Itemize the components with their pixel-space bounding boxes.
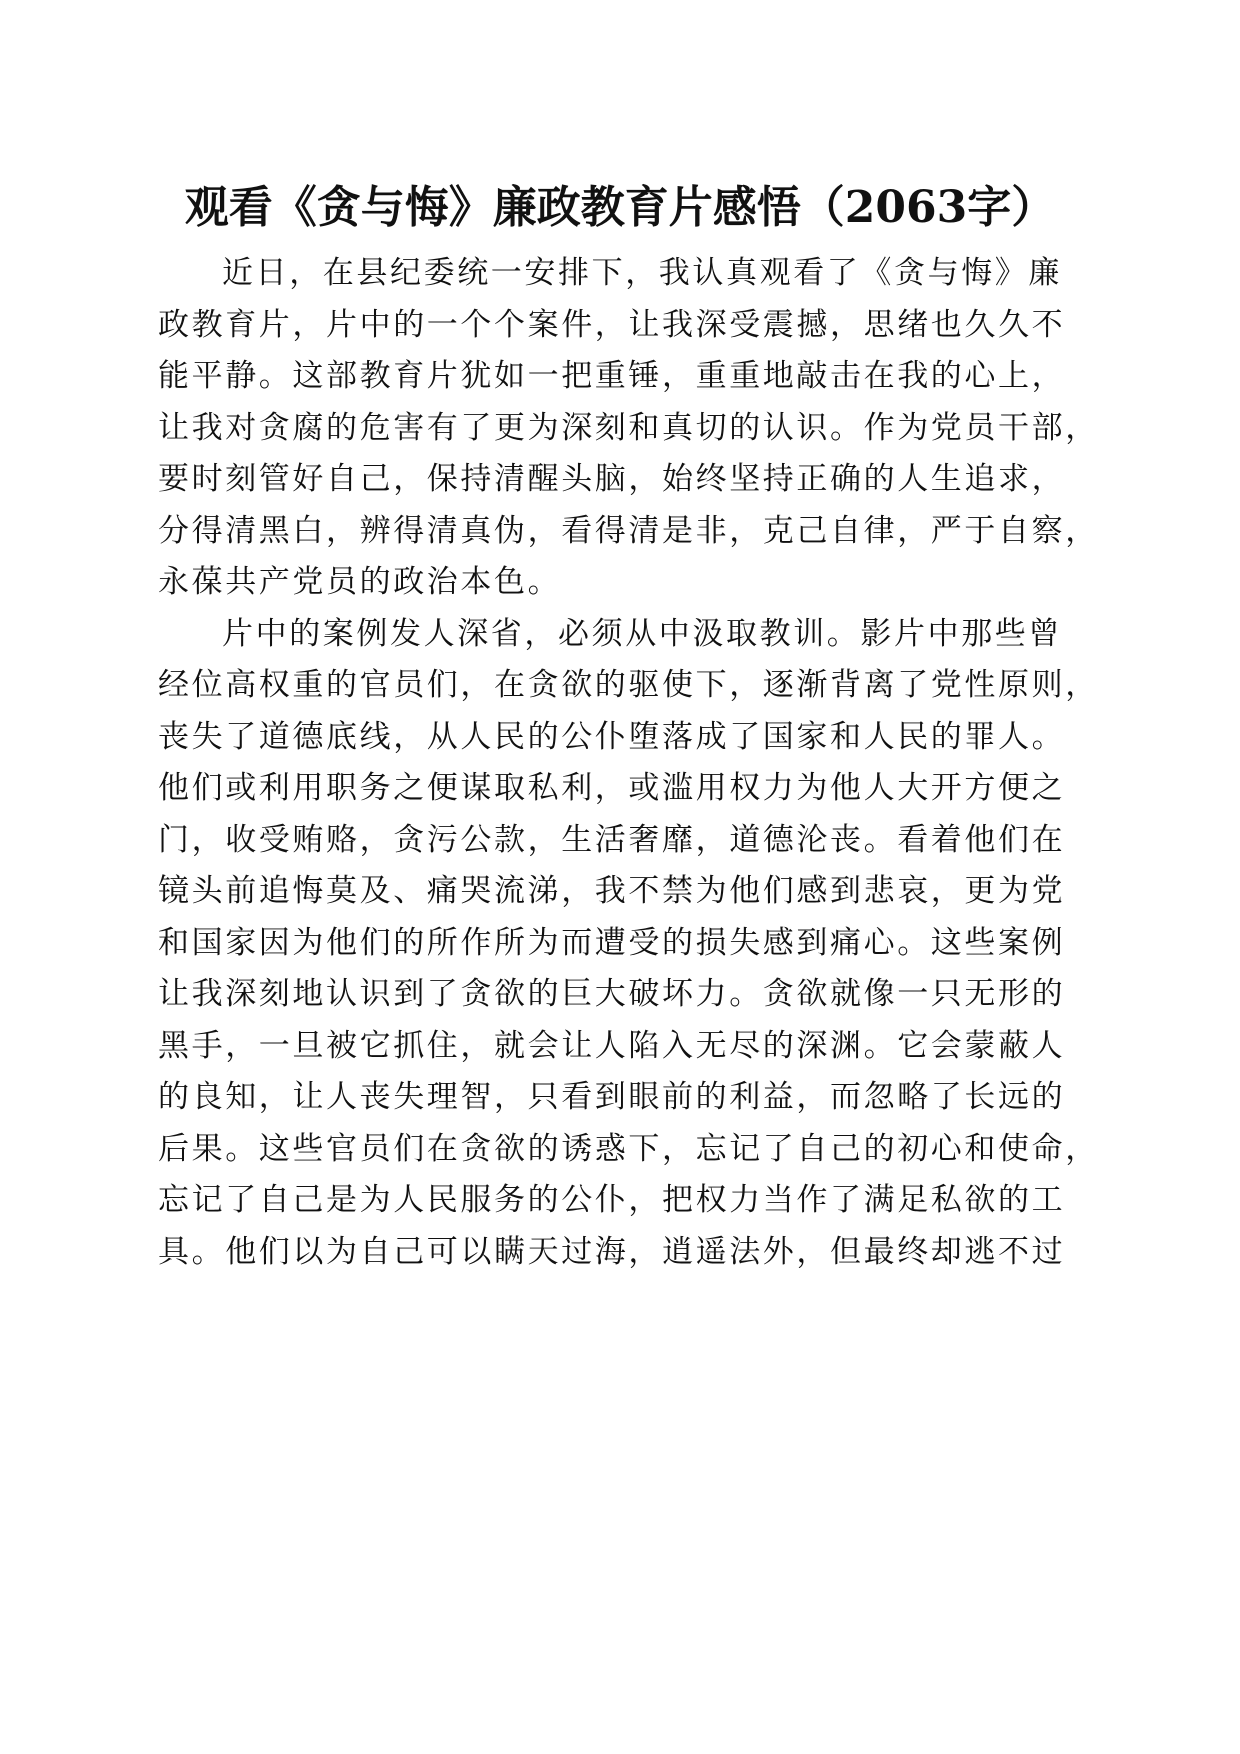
paragraph-1 <box>158 248 1099 609</box>
paragraph-line: 让我深刻地认识到了贪欲的巨大破坏力。贪欲就像一只无形的 <box>158 976 1066 1012</box>
paragraph-line: 忘记了自己是为人民服务的公仆，把权力当作了满足私欲的工 <box>158 1182 1066 1218</box>
paragraph-line: 片中的案例发人深省，必须从中汲取教训。影片中那些曾 <box>222 615 1062 652</box>
paragraph-line: 的良知，让人丧失理智，只看到眼前的利益，而忽略了长远的 <box>158 1079 1066 1115</box>
document-title: 观看《贪与悔》廉政教育片感悟（2063字） <box>184 182 1056 233</box>
paragraph-line: 后果。这些官员们在贪欲的诱惑下，忘记了自己的初心和使命， <box>158 1130 1099 1167</box>
document-body <box>158 248 1099 1278</box>
paragraph-line: 分得清黑白，辨得清真伪，看得清是非，克己自律，严于自察， <box>158 512 1099 549</box>
paragraph-line: 和国家因为他们的所作所为而遭受的损失感到痛心。这些案例 <box>158 924 1066 961</box>
paragraph-line: 黑手，一旦被它抓住，就会让人陷入无尽的深渊。它会蒙蔽人 <box>158 1027 1066 1064</box>
paragraph-line: 经位高权重的官员们，在贪欲的驱使下，逐渐背离了党性原则， <box>158 667 1099 703</box>
paragraph-line: 镜头前追悔莫及、痛哭流涕，我不禁为他们感到悲哀，更为党 <box>158 873 1066 909</box>
paragraph-line: 丧失了道德底线，从人民的公仆堕落成了国家和人民的罪人。 <box>158 718 1066 755</box>
paragraph-line: 永葆共产党员的政治本色。 <box>158 564 562 600</box>
paragraph-line: 能平静。这部教育片犹如一把重锤，重重地敲击在我的心上， <box>158 358 1066 394</box>
paragraph-line: 门，收受贿赂，贪污公款，生活奢靡，道德沦丧。看着他们在 <box>158 821 1066 858</box>
paragraph-line: 要时刻管好自己，保持清醒头脑，始终坚持正确的人生追求， <box>158 461 1066 497</box>
paragraph-line: 具。他们以为自己可以瞒天过海，逍遥法外，但最终却逃不过 <box>158 1233 1066 1270</box>
paragraph-line: 政教育片，片中的一个个案件，让我深受震撼，思绪也久久不 <box>158 306 1066 343</box>
paragraph-line: 他们或利用职务之便谋取私利，或滥用权力为他人大开方便之 <box>158 770 1066 806</box>
paragraph-line: 近日，在县纪委统一安排下，我认真观看了《贪与悔》廉 <box>222 255 1062 291</box>
paragraph-line: 让我对贪腐的危害有了更为深刻和真切的认识。作为党员干部， <box>158 409 1099 446</box>
paragraph-2 <box>158 609 1099 1279</box>
